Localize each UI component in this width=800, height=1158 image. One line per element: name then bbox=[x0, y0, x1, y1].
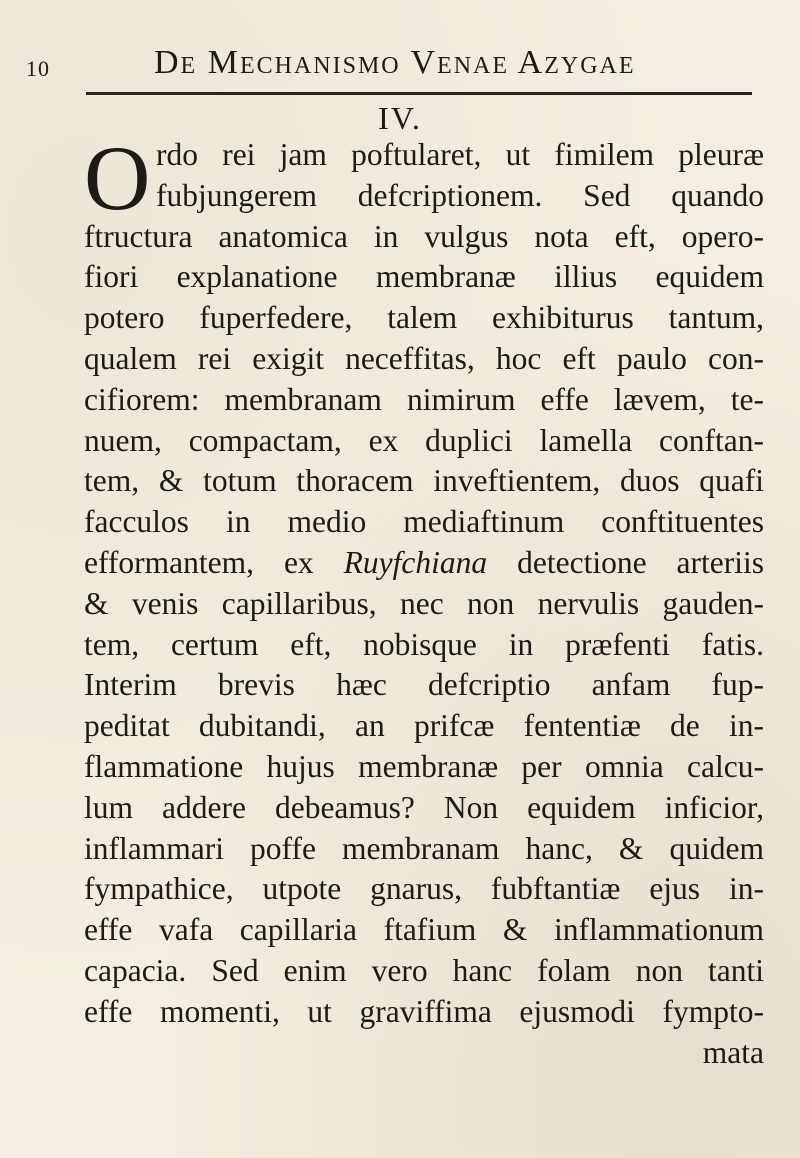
text-line-5: potero fuperfedere, talem exhibiturus tantum, bbox=[84, 300, 764, 336]
text-line-11-end: detectione arteriis bbox=[517, 544, 764, 580]
text-line-4: fiori explanatione membranæ illius equidem bbox=[84, 259, 764, 295]
text-line-7: cifiorem: membranam nimirum effe lævem, te- bbox=[84, 381, 764, 417]
text-line-17: lum addere debeamus? Non equidem inficior, bbox=[84, 789, 764, 825]
text-line-12: & venis capillaribus, nec non nervulis gauden- bbox=[84, 585, 764, 621]
italic-term-ruyschiana: Ruyfchiana bbox=[343, 544, 488, 580]
text-line-10: facculos in medio mediaftinum conftituentes bbox=[84, 504, 764, 540]
catchword: mata bbox=[702, 1034, 764, 1070]
text-line-3: ftructura anatomica in vulgus nota eft, opero- bbox=[84, 218, 764, 254]
text-line-22: effe momenti, ut graviffima ejusmodi fympto- bbox=[84, 993, 764, 1029]
text-line-20: effe vafa capillaria ftafium & inflammationum bbox=[84, 912, 764, 948]
text-line-8: nuem, compactam, ex duplici lamella conftan- bbox=[84, 422, 764, 458]
text-line-13: tem, certum eft, nobisque in præfenti fatis. bbox=[84, 626, 764, 662]
text-line-19: fympathice, utpote gnarus, fubftantiæ ejus in- bbox=[84, 871, 764, 907]
text-line-14: Interim brevis hæc defcriptio anfam fup- bbox=[84, 667, 764, 703]
text-line-15: peditat dubitandi, an prifcæ fententiæ de in- bbox=[84, 708, 764, 744]
text-line-1: rdo rei jam poftularet, ut fimilem pleuræ bbox=[156, 137, 764, 172]
running-head bbox=[20, 44, 780, 84]
text-line-16: flammatione hujus membranæ per omnia calcu- bbox=[84, 748, 764, 784]
header-rule bbox=[86, 92, 752, 95]
running-title: De Mechanismo Venae Azygae bbox=[154, 44, 636, 81]
text-line-21: capacia. Sed enim vero hanc folam non tanti bbox=[84, 952, 764, 988]
text-line-11-start: efformantem, ex bbox=[84, 544, 314, 580]
text-line-11 bbox=[84, 543, 764, 584]
text-line-6: qualem rei exigit neceffitas, hoc eft paulo con- bbox=[84, 340, 764, 376]
text-line-2: fubjungerem defcriptionem. Sed quando bbox=[156, 177, 764, 213]
section-number: IV. bbox=[378, 100, 422, 136]
body-text bbox=[84, 135, 764, 1073]
drop-cap: O bbox=[84, 127, 151, 229]
page-number: 10 bbox=[26, 56, 50, 81]
text-line-9: tem, & totum thoracem inveftientem, duos quafi bbox=[84, 463, 764, 499]
text-line-18: inflammari poffe membranam hanc, & quidem bbox=[84, 830, 764, 866]
